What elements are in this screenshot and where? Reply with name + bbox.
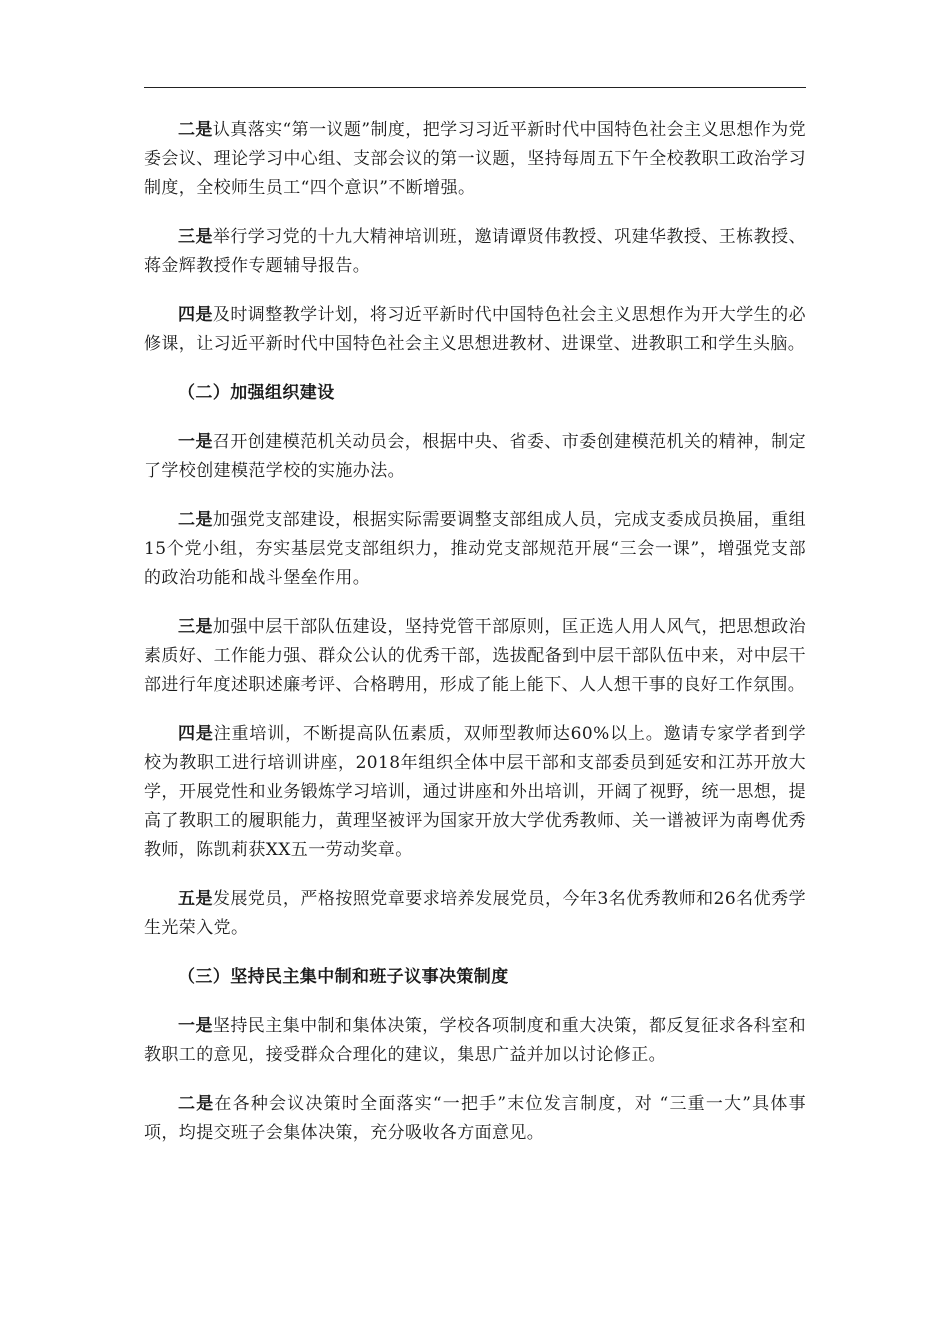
paragraph-text: 加强党支部建设，根据实际需要调整支部组成人员，完成支委成员换届，重组15个党小组，夯实基层党支部组织力，推动党支部规范开展“三会一课”，增强党支部的政治功能和战斗堡垒作用。 bbox=[144, 510, 806, 588]
paragraph bbox=[144, 116, 806, 203]
paragraph-text: 举行学习党的十九大精神培训班，邀请谭贤伟教授、巩建华教授、王栋教授、蒋金辉教授作专题辅导报告。 bbox=[144, 227, 806, 276]
document-body bbox=[144, 116, 806, 1168]
paragraph-text: 注重培训，不断提高队伍素质，双师型教师达60%以上。邀请专家学者到学校为教职工进行培训讲座，2018年组织全体中层干部和支部委员到延安和江苏开放大学，开展党性和业务锻炼学习培训，通过讲座和外出培训，开阔了视野，统一思想，提高了教职工的履职能力，黄理坚被评为国家开放大学优秀教师、关一谱被评为南粤优秀教师，陈凯莉获XX五一劳动奖章。 bbox=[144, 724, 806, 860]
paragraph-lead: 二是 bbox=[178, 510, 213, 530]
paragraph-text: 发展党员，严格按照党章要求培养发展党员，今年3名优秀教师和26名优秀学生光荣入党。 bbox=[144, 889, 806, 938]
paragraph bbox=[144, 428, 806, 486]
paragraph-text: 在各种会议决策时全面落实“一把手”末位发言制度，对 “三重一大”具体事项，均提交班子会集体决策，充分吸收各方面意见。 bbox=[144, 1094, 806, 1143]
paragraph-lead: 四是 bbox=[178, 724, 214, 744]
paragraph-text: 加强中层干部队伍建设，坚持党管干部原则，匡正选人用人风气，把思想政治素质好、工作能力强、群众公认的优秀干部，选拔配备到中层干部队伍中来，对中层干部进行年度述职述廉考评、合格聘用，形成了能上能下、人人想干事的良好工作氛围。 bbox=[144, 617, 806, 695]
paragraph bbox=[144, 506, 806, 593]
paragraph bbox=[144, 1090, 806, 1148]
paragraph-lead: 三是 bbox=[178, 617, 213, 637]
paragraph-lead: 二是 bbox=[178, 1094, 215, 1114]
paragraph bbox=[144, 301, 806, 359]
paragraph-lead: 一是 bbox=[178, 1016, 213, 1036]
paragraph bbox=[144, 885, 806, 943]
paragraph bbox=[144, 720, 806, 865]
paragraph-text: 认真落实“第一议题”制度，把学习习近平新时代中国特色社会主义思想作为党委会议、理论学习中心组、支部会议的第一议题，坚持每周五下午全校教职工政治学习制度，全校师生员工“四个意识”不断增强。 bbox=[144, 120, 806, 198]
section-heading-democratic-centralism: （三）坚持民主集中制和班子议事决策制度 bbox=[178, 967, 509, 987]
paragraph-lead: 三是 bbox=[178, 227, 213, 247]
paragraph-lead: 一是 bbox=[178, 432, 213, 452]
paragraph bbox=[144, 223, 806, 281]
section-heading-organization: （二）加强组织建设 bbox=[178, 383, 335, 403]
paragraph bbox=[144, 1012, 806, 1070]
paragraph-text: 召开创建模范机关动员会，根据中央、省委、市委创建模范机关的精神，制定了学校创建模范学校的实施办法。 bbox=[144, 432, 806, 481]
paragraph-text: 及时调整教学计划，将习近平新时代中国特色社会主义思想作为开大学生的必修课，让习近平新时代中国特色社会主义思想进教材、进课堂、进教职工和学生头脑。 bbox=[144, 305, 806, 354]
paragraph-lead: 二是 bbox=[178, 120, 213, 140]
header-rule bbox=[144, 87, 806, 88]
paragraph bbox=[144, 613, 806, 700]
paragraph-text: 坚持民主集中制和集体决策，学校各项制度和重大决策，都反复征求各科室和教职工的意见，接受群众合理化的建议，集思广益并加以讨论修正。 bbox=[144, 1016, 806, 1065]
paragraph-lead: 四是 bbox=[178, 305, 213, 325]
paragraph-lead: 五是 bbox=[178, 889, 213, 909]
